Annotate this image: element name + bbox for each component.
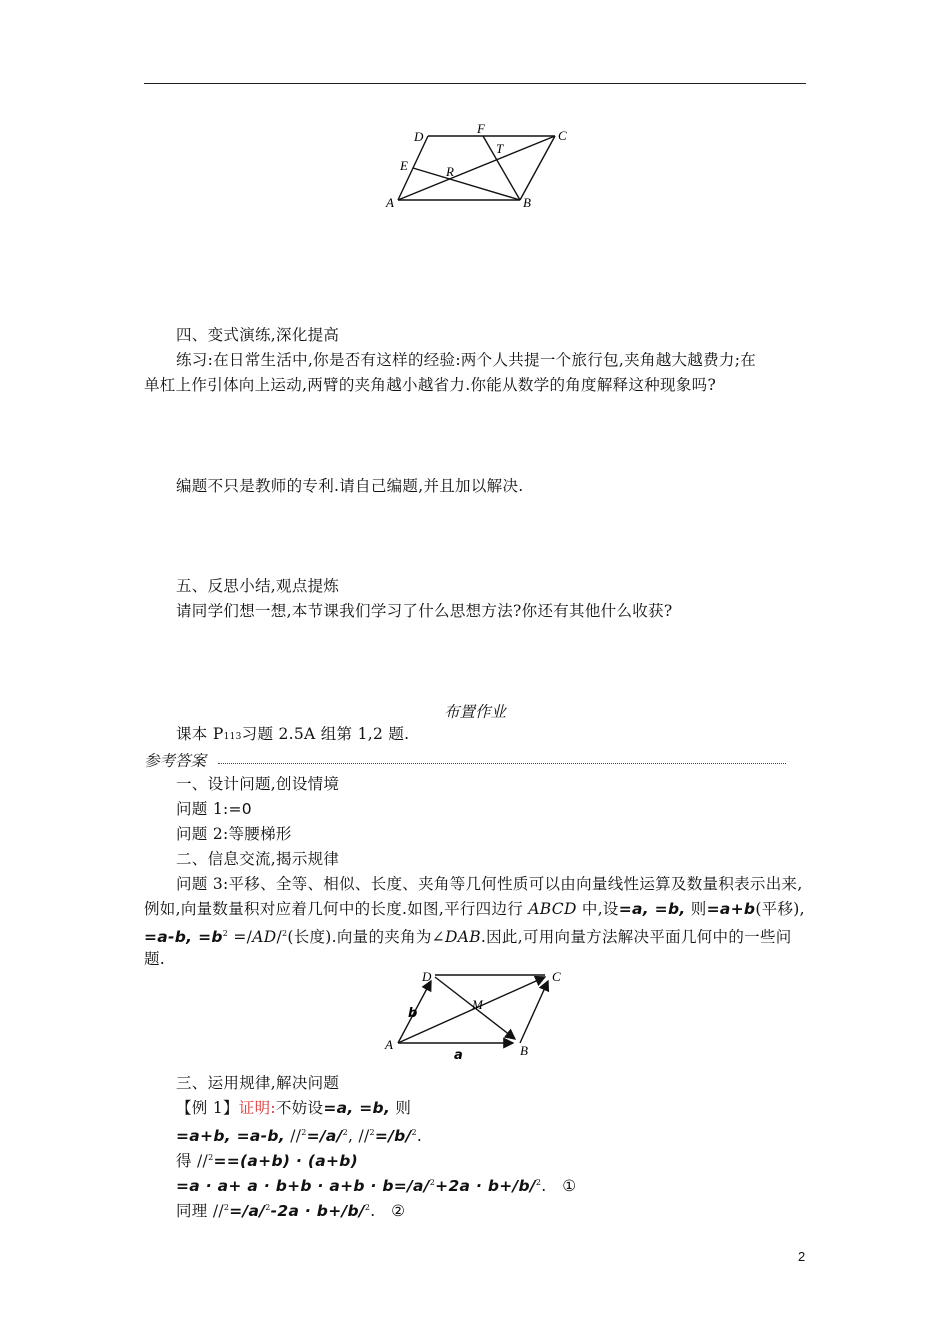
section5-question: 请同学们想一想,本节课我们学习了什么思想方法?你还有其他什么收获?: [176, 602, 673, 620]
q3-sup2: 2: [281, 929, 288, 938]
ex1-label: 【例 1】: [176, 1099, 239, 1117]
l5-sup1: 2: [223, 1203, 230, 1212]
answers-q3-line2: [144, 897, 805, 921]
q3-l2c: 则: [685, 900, 707, 918]
q3-end: /: [276, 928, 282, 947]
label-C: C: [552, 969, 561, 984]
l5-pre: 同理 //: [176, 1202, 224, 1221]
label-A: A: [385, 1037, 393, 1052]
ex1-text: 不妨设: [275, 1099, 324, 1117]
example1-line1: [176, 1096, 411, 1120]
q1-value: =0: [228, 800, 252, 818]
answers-s1: 一、设计问题,创设情境: [176, 775, 340, 793]
homework-post: 习题 2.5A 组第 1,2 题.: [241, 725, 410, 743]
l2-sup4: 2: [411, 1128, 417, 1137]
l2-f: =/b/: [374, 1127, 412, 1146]
example1-line5: 同理 //$^2$=/a/$^2$-2a · b+/b/$^2$. ②: [176, 1202, 406, 1221]
l2-sup2: 2: [342, 1128, 349, 1137]
label-F: F: [477, 121, 485, 136]
q3-l2d: (平移),: [755, 900, 805, 918]
l4-rest: +2a · b+/b/: [435, 1177, 536, 1196]
q3-dab: DAB: [444, 928, 481, 947]
l3-sup: 2: [208, 1153, 214, 1162]
l2-sup3: 2: [369, 1128, 375, 1137]
q3-abcd: ABCD: [528, 900, 577, 918]
example1-line2: =a+b, =a-b, //$^2$=/a/$^2$, //$^2$=/b/$^2$.: [176, 1127, 423, 1146]
label-R: R: [446, 164, 454, 179]
answers-q3-line4: 题.: [144, 950, 166, 968]
label-E: E: [400, 158, 408, 173]
ex1-vec-a: =a,: [323, 1099, 354, 1117]
label-C: C: [558, 128, 567, 143]
homework-title: 布置作业: [443, 703, 506, 721]
circle-one: ①: [562, 1177, 577, 1196]
page-number: 2: [798, 1249, 806, 1264]
label-B: B: [520, 1043, 528, 1058]
label-T: T: [496, 141, 504, 156]
answers-heading: 参考答案: [144, 752, 207, 770]
q3-l2b: 中,设: [576, 900, 619, 918]
label-A: A: [386, 195, 394, 210]
label-b: b: [408, 1006, 418, 1021]
l4-sup2: 2: [535, 1178, 542, 1187]
label-M: M: [472, 997, 483, 1012]
l4-math: =a · a+ a · b+b · a+b · b=/a/: [176, 1177, 430, 1196]
answers-s3: 三、运用规律,解决问题: [176, 1074, 340, 1092]
l3-pre: 得 //: [176, 1152, 209, 1171]
label-a: a: [454, 1048, 463, 1060]
q3-rest: .因此,可用向量方法解决平面几何中的一些问: [480, 928, 792, 947]
answers-q2: 问题 2:等腰梯形: [176, 825, 292, 843]
homework-pre: 课本 P: [176, 725, 224, 743]
label-D: D: [422, 969, 432, 984]
ex1-vec-b: =b,: [353, 1099, 391, 1117]
l2-c: //: [284, 1127, 302, 1146]
ex1-then: 则: [390, 1099, 412, 1117]
ex1-proof: 证明:: [238, 1099, 276, 1117]
l2-b: =a-b,: [230, 1127, 285, 1146]
answers-q3-line1: 问题 3:平移、全等、相似、长度、夹角等几何性质可以由向量线性运算及数量积表示出来,: [176, 875, 803, 893]
l2-a: =a+b,: [176, 1127, 231, 1146]
dotted-divider: [218, 763, 786, 764]
l2-sup1: 2: [301, 1128, 307, 1137]
section4-heading: 四、变式演练,深化提高: [176, 326, 340, 344]
l5-sup3: 2: [364, 1203, 371, 1212]
answers-q3-line3: [144, 922, 792, 949]
homework-text: [176, 722, 409, 749]
answers-s2: 二、信息交流,揭示规律: [176, 850, 340, 868]
q3-vec-b2: =b: [192, 928, 223, 947]
example1-line4: =a · a+ a · b+b · a+b · b=/a/$^2$+2a · b+/b/$^2$. ①: [176, 1177, 577, 1196]
section4-exercise-line2: 单杠上作引体向上运动,两臂的夹角越小越省力.你能从数学的角度解释这种现象吗?: [144, 376, 717, 394]
q3-vec-b: =b,: [648, 900, 686, 918]
section5-heading: 五、反思小结,观点提炼: [176, 577, 340, 595]
l5-math: =/a/: [229, 1202, 266, 1221]
label-D: D: [414, 129, 424, 144]
q3-l2a: 例如,向量数量积对应着几何中的长度.如图,平行四边行: [144, 900, 529, 918]
q3-tail: (长度).向量的夹角为∠: [287, 928, 445, 947]
l3-math: ==(a+b) · (a+b): [213, 1152, 359, 1171]
section4-compose: 编题不只是教师的专利.请自己编题,并且加以解决.: [176, 477, 524, 495]
label-B: B: [523, 195, 531, 210]
example1-line3: [176, 1146, 358, 1173]
answers-q1: [176, 797, 252, 821]
q3-vec-amb: =a-b,: [144, 928, 193, 947]
q3-vec-ab: =a+b: [706, 900, 756, 918]
q3-vec-a: =a,: [618, 900, 649, 918]
section4-exercise-line1: 练习:在日常生活中,你是否有这样的经验:两个人共提一个旅行包,夹角越大越费力;在: [176, 351, 757, 369]
l4-sup1: 2: [429, 1178, 436, 1187]
header-rule: [144, 83, 806, 84]
l2-e: , //: [348, 1127, 370, 1146]
q3-sup1: 2: [222, 929, 229, 938]
homework-page-sub: 113: [223, 732, 242, 742]
q3-eq: =/: [228, 928, 253, 947]
q1-label: 问题 1:: [176, 800, 229, 818]
l2-d: =/a/: [306, 1127, 343, 1146]
l5-rest: -2a · b+/b/: [270, 1202, 365, 1221]
parallelogram-figure-2: [380, 965, 580, 1060]
parallelogram-figure-1: [380, 120, 580, 215]
circle-two: ②: [391, 1202, 406, 1221]
q3-ad: AD: [252, 928, 277, 947]
l5-sup2: 2: [265, 1203, 271, 1212]
